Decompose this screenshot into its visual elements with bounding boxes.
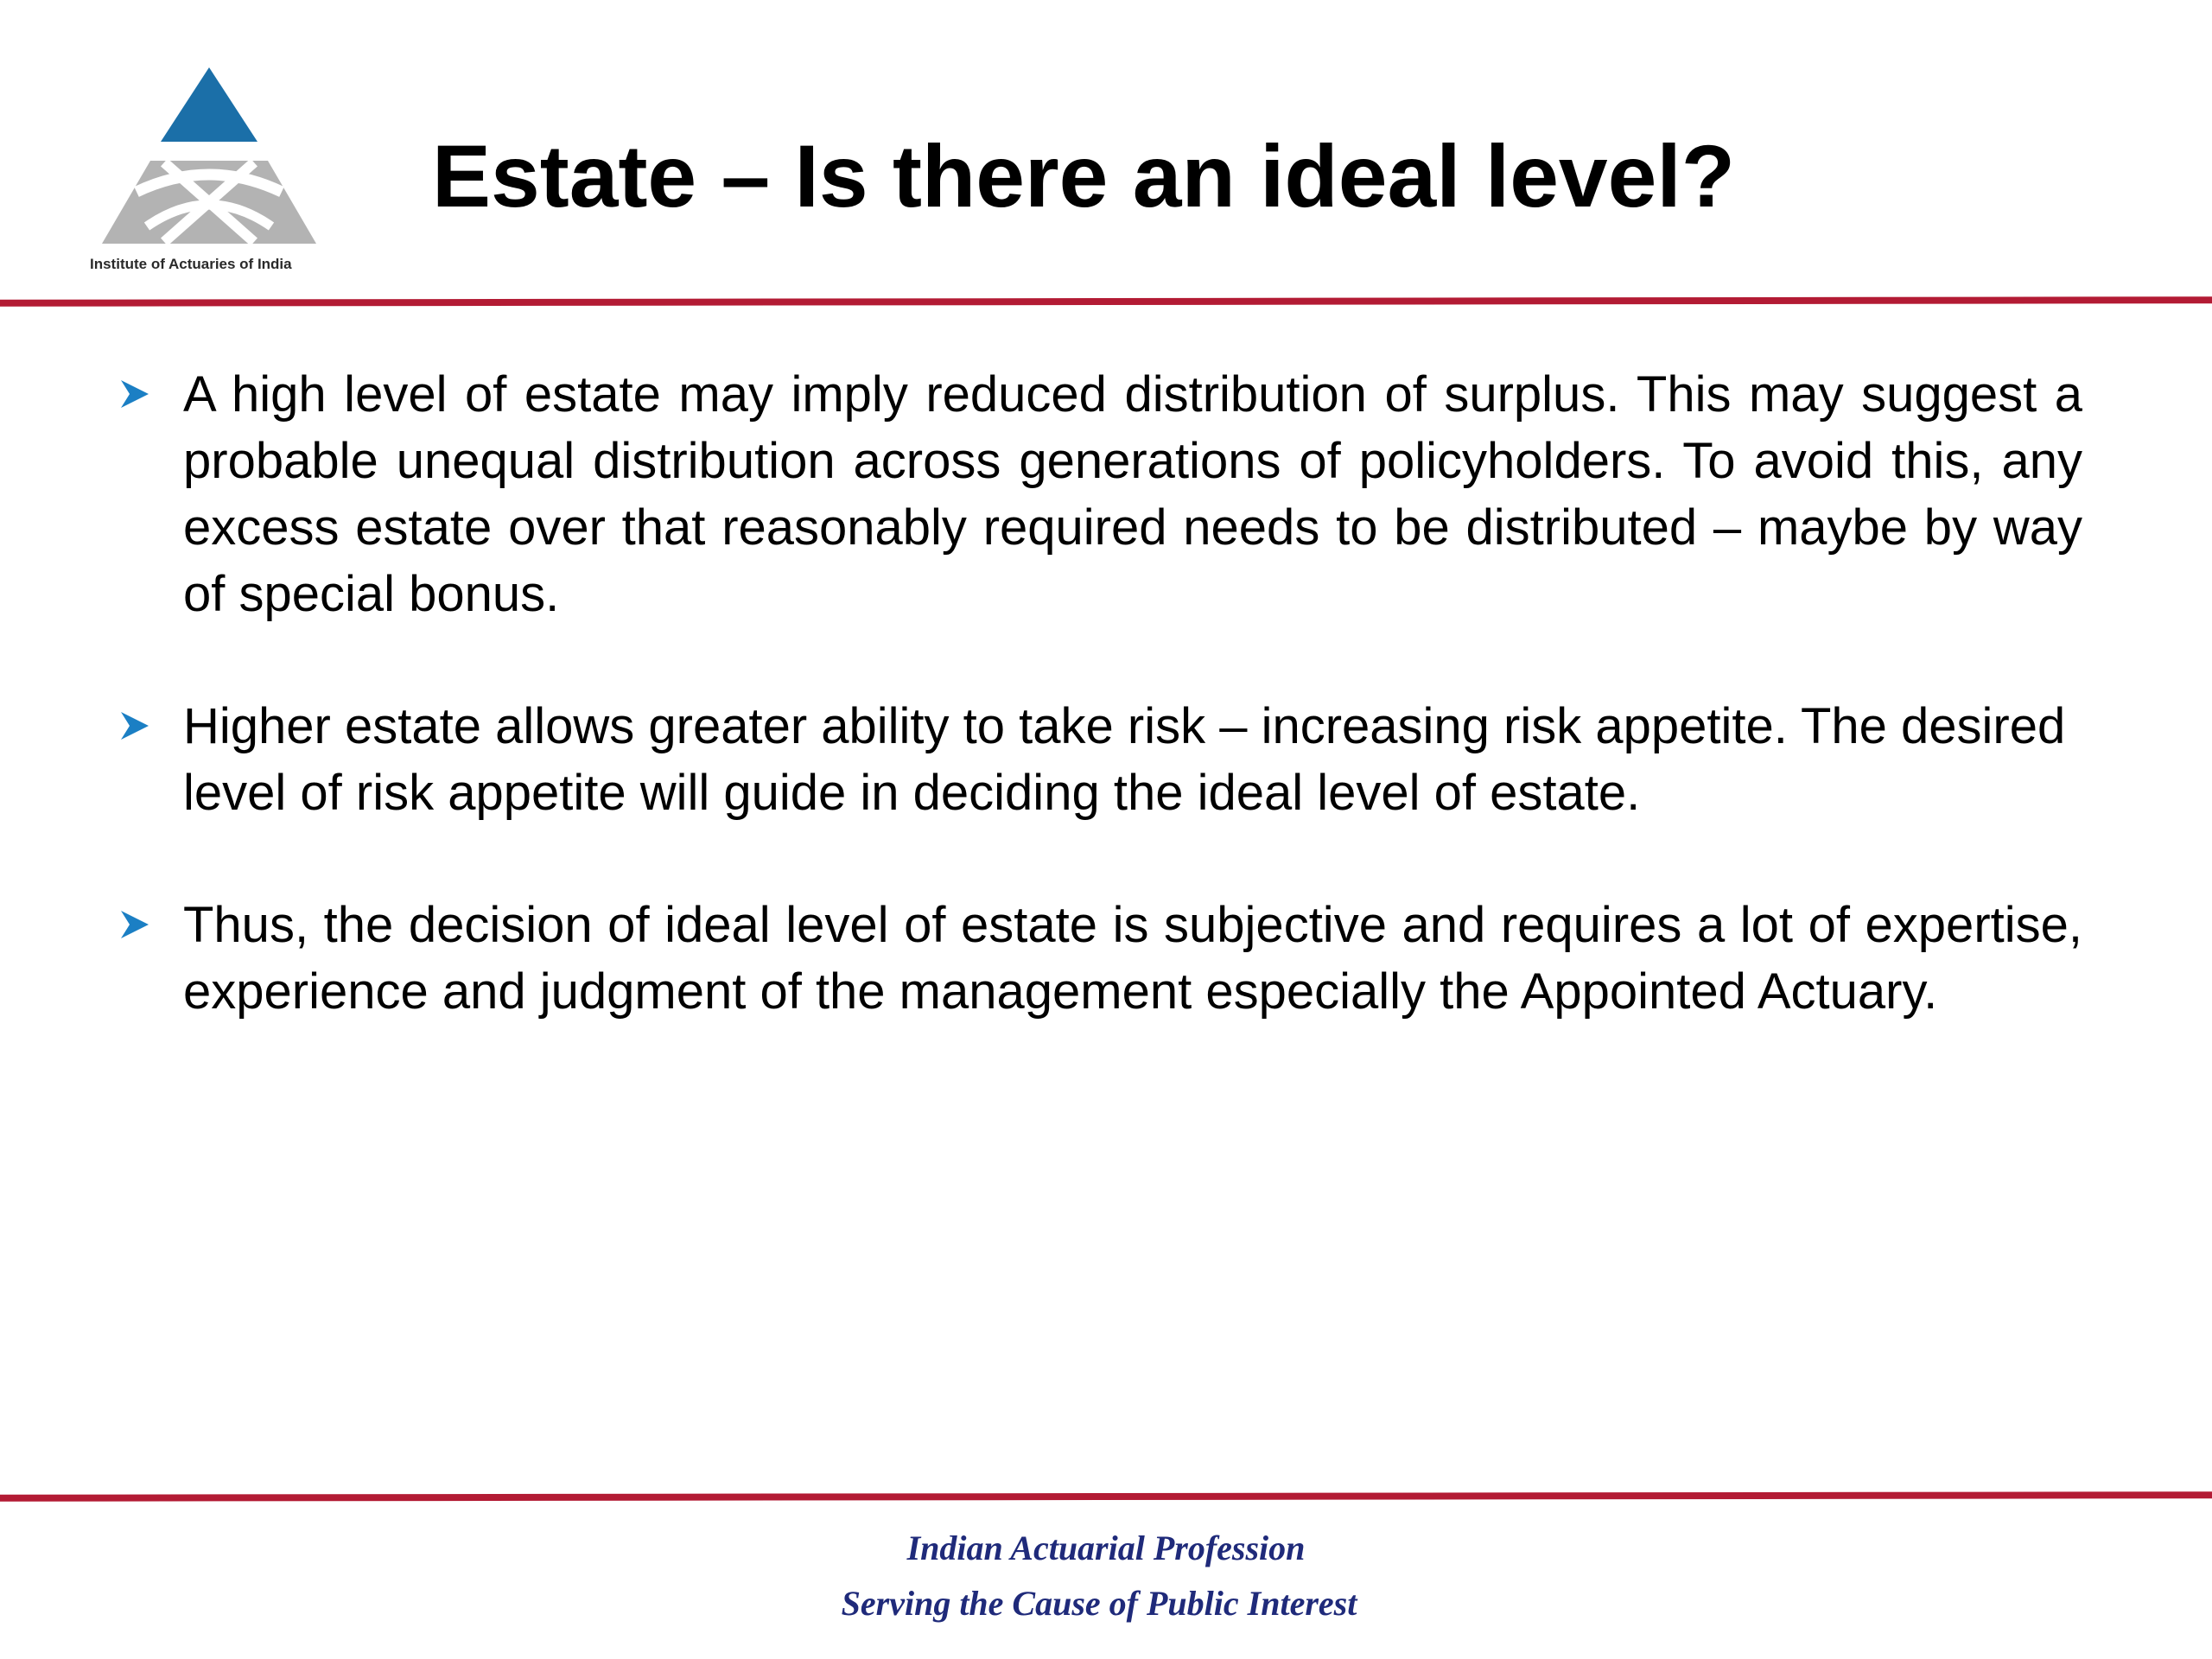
bullet-text: Higher estate allows greater ability to take risk – increasing risk appetite. The desired level of risk appetite will guide in deciding the ideal level of estate. (183, 698, 2066, 821)
header-divider (0, 296, 2212, 307)
bullet-item (112, 693, 2082, 826)
arrowhead-bullet-icon (118, 377, 152, 411)
bullet-list (112, 361, 2082, 1090)
footer-line-1: Indian Actuarial Profession (906, 1529, 1306, 1567)
footer (0, 1521, 2212, 1631)
bullet-text: A high level of estate may imply reduced distribution of surplus. This may suggest a probable unequal distribution across generations of policyholders. To avoid this, any excess estate over that reasonably required needs to be distributed – maybe by way of special bonus. (183, 366, 2082, 622)
arrowhead-bullet-icon (118, 709, 152, 743)
institute-logo-icon (85, 62, 344, 278)
bullet-item (112, 892, 2082, 1025)
bullet-item (112, 361, 2082, 627)
footer-divider (0, 1491, 2212, 1502)
logo-caption: Institute of Actuaries of India (90, 256, 292, 272)
arrowhead-bullet-icon (118, 907, 152, 942)
footer-line-2: Serving the Cause of Public Interest (841, 1584, 1357, 1623)
bullet-text: Thus, the decision of ideal level of estate is subjective and requires a lot of expertise, experience and judgment of the management especially the Appointed Actuary. (183, 897, 2082, 1020)
slide-title: Estate – Is there an ideal level? (432, 127, 1736, 226)
